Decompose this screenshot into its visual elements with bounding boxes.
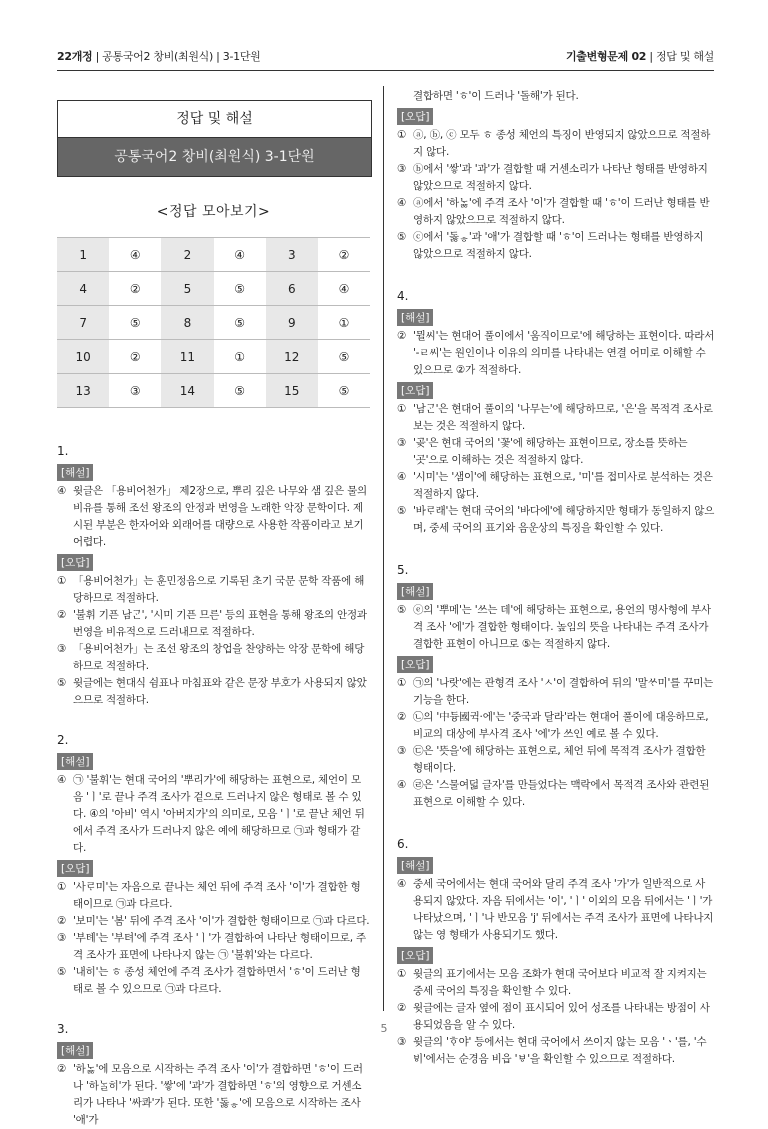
explanation-text: 윗글의 'ᄒᆞ야' 등에서는 현대 국어에서 쓰이지 않는 모음 'ㆍ'를, '수ᄫᅵ'에서는 순경음 비읍 'ㅸ'을 확인할 수 있으므로 적절하다. [413, 1036, 707, 1065]
explanation-item [397, 966, 715, 1000]
choice-marker: ③ [57, 643, 67, 655]
explanation-item [397, 876, 715, 944]
choice-marker: ① [397, 129, 407, 141]
answer-question-number: 10 [57, 340, 109, 374]
answer-row [57, 238, 370, 272]
explanation-item [57, 964, 370, 998]
answer-choice: ⑤ [214, 306, 266, 340]
explanation-text: ㉡의 '中듕國귁·에'는 '중국과 달라'라는 현대어 풀이에 대응하므로, 비교의 대상에 부사격 조사 '에'가 쓰인 예로 볼 수 있다. [413, 711, 709, 740]
answer-choice: ④ [318, 272, 370, 306]
choice-marker: ② [397, 1002, 407, 1014]
choice-marker: ② [397, 330, 407, 342]
choice-marker: ① [397, 968, 407, 980]
explanation-text: ⓐ에서 '하ᄂᆞᆶ'에 주격 조사 '이'가 결합할 때 'ㅎ'이 드러난 형태를 반영하지 않았으므로 적절하지 않다. [413, 197, 710, 226]
odap-tag: [오답] [397, 382, 433, 399]
explanation-item [397, 743, 715, 777]
choice-marker: ⑤ [397, 505, 407, 517]
haeseol-tag: [해설] [397, 857, 433, 874]
answer-choice: ⑤ [214, 272, 266, 306]
choice-marker: ③ [397, 1036, 407, 1048]
title-main: 정답 및 해설 [58, 101, 371, 138]
explanation-item [57, 675, 370, 709]
question-4 [397, 289, 715, 537]
choice-marker: ⑤ [397, 604, 407, 616]
explanation-text: 윗글에는 현대식 쉼표나 마침표와 같은 문장 부호가 사용되지 않았으므로 적절하다. [73, 677, 367, 706]
odap-tag: [오답] [397, 947, 433, 964]
explanation-text: '곶'은 현대 국어의 '꽃'에 해당하는 표현이므로, 장소를 뜻하는 '곳'으로 이해하는 것은 적절하지 않다. [413, 437, 688, 466]
header-section: | 정답 및 해설 [646, 50, 714, 63]
question-1 [57, 444, 370, 709]
explanation-item [57, 772, 370, 857]
explanation-text: ㉠ '불휘'는 현대 국어의 '뿌리가'에 해당하는 표현으로, 체언이 모음 'ㅣ'로 끝나 주격 조사가 겉으로 드러나지 않은 형태로 볼 수 있다. ④의 '아비' 역시 '아버지가'의 의미로, 모음 'ㅣ'로 끝난 체언 뒤에서 주격 조사가 드러나지 않은 예에 해당하므로 ㉠과 형태가 같다. [73, 774, 365, 854]
explanation-text: '시미'는 '샘이'에 해당하는 표현으로, '미'를 접미사로 분석하는 것은 적절하지 않다. [413, 471, 713, 500]
choice-marker: ③ [57, 932, 67, 944]
explanation-item [57, 1061, 370, 1129]
answer-choice: ① [318, 306, 370, 340]
header-subject: | 공통국어2 창비(최원식) | 3-1단원 [92, 50, 261, 63]
answer-question-number: 4 [57, 272, 109, 306]
choice-marker: ⑤ [397, 231, 407, 243]
choice-marker: ③ [397, 745, 407, 757]
explanation-text: '내히'는 ㅎ 종성 체언에 주격 조사가 결합하면서 'ㅎ'이 드러난 형태로 볼 수 있으므로 ㉠과 다르다. [73, 966, 361, 995]
explanation-item [57, 930, 370, 964]
explanation-item [57, 879, 370, 913]
header-rule [57, 70, 714, 71]
explanation-item [397, 777, 715, 811]
answer-question-number: 1 [57, 238, 109, 272]
odap-tag: [오답] [57, 860, 93, 877]
answer-question-number: 15 [266, 374, 318, 408]
explanation-item [397, 602, 715, 653]
explanation-item [397, 709, 715, 743]
question-number: 3. [57, 1022, 69, 1036]
explanation-item [397, 675, 715, 709]
header-left [57, 48, 261, 64]
answer-choice: ⑤ [214, 374, 266, 408]
odap-tag: [오답] [57, 554, 93, 571]
answer-choice: ⑤ [318, 374, 370, 408]
choice-marker: ⑤ [57, 966, 67, 978]
choice-marker: ⑤ [57, 677, 67, 689]
question-number: 2. [57, 733, 69, 747]
explanation-item [397, 401, 715, 435]
answer-choice: ④ [214, 238, 266, 272]
explanation-text: ㉠의 '나랏'에는 관형격 조사 'ㅅ'이 결합하여 뒤의 '말ᄊᆞ미'를 꾸미는 기능을 한다. [413, 677, 714, 706]
haeseol-tag: [해설] [397, 583, 433, 600]
header-grade: 22개정 [57, 50, 93, 63]
explanation-text: '바ᄅᆞ래'는 현대 국어의 '바다에'에 해당하지만 형태가 동일하지 않으며, 중세 국어의 표기와 음운상의 특징을 확인할 수 있다. [413, 505, 715, 534]
header-exam: 기출변형문제 02 [565, 50, 647, 63]
explanation-text: '부톄'는 '부텨'에 주격 조사 'ㅣ'가 결합하여 나타난 형태이므로, 주격 조사가 표면에 나타나지 않는 ㉠ '불휘'와는 다르다. [73, 932, 366, 961]
choice-marker: ④ [57, 774, 67, 786]
answer-question-number: 14 [161, 374, 213, 408]
explanation-text: ⓔ의 '뿌메'는 '쓰는 데'에 해당하는 표현으로, 용언의 명사형에 부사격 조사 '에'가 결합한 형태이다. 높임의 뜻을 나타내는 주격 조사가 결합한 표현이 아니므로 ⑤는 적절하지 않다. [413, 604, 711, 650]
explanation-item [57, 913, 370, 930]
explanation-item [397, 1034, 715, 1068]
explanation-text: 「용비어천가」는 훈민정음으로 기록된 초기 국문 문학 작품에 해당하므로 적절하다. [73, 575, 365, 604]
answer-row [57, 374, 370, 408]
choice-marker: ① [397, 677, 407, 689]
explanation-text: 윗글은 「용비어천가」 제2장으로, 뿌리 깊은 나무와 샘 깊은 물의 비유를 통해 조선 왕조의 안정과 번영을 노래한 악장 문학이다. 제시된 부분은 한자어와 외래어를 대량으로 사용한 작품이라고 보기 어렵다. [73, 485, 367, 548]
explanation-text: ㉢은 '뜻을'에 해당하는 표현으로, 체언 뒤에 목적격 조사가 결합한 형태이다. [413, 745, 706, 774]
explanation-text: '불휘 기픈 남ᄀᆞᆫ', '시미 기픈 므른' 등의 표현을 통해 왕조의 안정과 번영을 비유적으로 드러내므로 적절하다. [73, 609, 367, 638]
choice-marker: ④ [397, 197, 407, 209]
choice-marker: ④ [397, 471, 407, 483]
choice-marker: ② [397, 711, 407, 723]
explanation-item [57, 483, 370, 551]
explanation-item [397, 469, 715, 503]
title-sub: 공통국어2 창비(최원식) 3-1단원 [58, 138, 371, 176]
odap-tag: [오답] [397, 656, 433, 673]
answer-question-number: 5 [161, 272, 213, 306]
answer-choice: ⑤ [109, 306, 161, 340]
explanation-item [397, 328, 715, 379]
explanation-text: '하ᄂᆞᆶ'에 모음으로 시작하는 주격 조사 '이'가 결합하면 'ㅎ'이 드러나 '하ᄂᆞᆯ히'가 된다. '쌓'에 '과'가 결합하면 'ㅎ'의 영향으로 거센소리가 나타나 '싸콰'가 된다. 또한 '돓ᇂ'에 모음으로 시작하는 조사 '애'가 [73, 1063, 363, 1126]
question-2 [57, 733, 370, 998]
explanation-text: ㉣은 '스물여덟 글자'를 만들었다는 맥락에서 목적격 조사와 관련된 표현으로 이해할 수 있다. [413, 779, 710, 808]
choice-marker: ③ [397, 163, 407, 175]
question-5 [397, 563, 715, 811]
answer-choice: ② [318, 238, 370, 272]
answer-question-number: 2 [161, 238, 213, 272]
answer-question-number: 9 [266, 306, 318, 340]
answer-choice: ④ [109, 238, 161, 272]
answer-question-number: 7 [57, 306, 109, 340]
answer-question-number: 3 [266, 238, 318, 272]
choice-marker: ④ [397, 779, 407, 791]
choice-marker: ② [57, 915, 67, 927]
choice-marker: ③ [397, 437, 407, 449]
explanation-item [397, 195, 715, 229]
question-3-odap [397, 105, 715, 263]
column-divider [383, 86, 384, 1011]
title-box [57, 100, 372, 177]
answer-choice: ③ [109, 374, 161, 408]
haeseol-tag: [해설] [57, 464, 93, 481]
answer-choice: ② [109, 340, 161, 374]
explanation-text: 「용비어천가」는 조선 왕조의 창업을 찬양하는 악장 문학에 해당하므로 적절하다. [73, 643, 365, 672]
answer-choice: ② [109, 272, 161, 306]
left-column [57, 100, 370, 1129]
answer-question-number: 8 [161, 306, 213, 340]
explanation-item [397, 435, 715, 469]
answer-question-number: 13 [57, 374, 109, 408]
explanation-item [397, 127, 715, 161]
explanation-text: 윗글에는 글자 옆에 점이 표시되어 있어 성조를 나타내는 방점이 사용되었음을 알 수 있다. [413, 1002, 710, 1031]
question-number: 5. [397, 563, 409, 577]
choice-marker: ① [57, 881, 67, 893]
page-header [0, 0, 768, 70]
answer-row [57, 306, 370, 340]
choice-marker: ② [57, 609, 67, 621]
answer-table [57, 237, 370, 408]
choice-marker: ① [397, 403, 407, 415]
explanation-item [397, 229, 715, 263]
question-3-continued: 결합하면 'ㅎ'이 드러나 '돌해'가 된다. [413, 90, 579, 102]
answer-question-number: 11 [161, 340, 213, 374]
answer-summary-title: <정답 모아보기> [156, 204, 271, 220]
explanation-text: 윗글의 표기에서는 모음 조화가 현대 국어보다 비교적 잘 지켜지는 중세 국어의 특징을 확인할 수 있다. [413, 968, 707, 997]
explanation-item [397, 161, 715, 195]
answer-question-number: 12 [266, 340, 318, 374]
question-3 [57, 1022, 370, 1129]
question-number: 1. [57, 444, 69, 458]
explanation-text: '보미'는 '봄' 뒤에 주격 조사 '이'가 결합한 형태이므로 ㉠과 다르다. [73, 915, 370, 927]
header-right [566, 48, 714, 64]
answer-row [57, 272, 370, 306]
question-number: 6. [397, 837, 409, 851]
explanation-item [57, 573, 370, 607]
right-column [397, 86, 715, 1068]
question-number: 4. [397, 289, 409, 303]
answer-choice: ⑤ [318, 340, 370, 374]
page-number: 5 [380, 1022, 388, 1035]
haeseol-tag: [해설] [397, 309, 433, 326]
answer-choice: ① [214, 340, 266, 374]
choice-marker: ④ [397, 878, 407, 890]
explanation-item [57, 607, 370, 641]
choice-marker: ① [57, 575, 67, 587]
haeseol-tag: [해설] [57, 753, 93, 770]
explanation-text: ⓐ, ⓑ, ⓒ 모두 ㅎ 종성 체언의 특징이 반영되지 않았으므로 적절하지 않다. [413, 129, 711, 158]
explanation-text: '뮐씨'는 현대어 풀이에서 '움직이므로'에 해당하는 표현이다. 따라서 '-ㄹ씨'는 원인이나 이유의 의미를 나타내는 연결 어미로 이해할 수 있으므로 ②가 적절하다. [413, 330, 715, 376]
explanation-text: 중세 국어에서는 현대 국어와 달리 주격 조사 '가'가 일반적으로 사용되지 않았다. 자음 뒤에서는 '이', 'ㅣ' 이외의 모음 뒤에서는 'ㅣ'가 나타났으며, 'ㅣ'나 반모음 'j' 뒤에서는 주격 조사가 표면에 나타나지 않는 영 형태가 사용되기도 했다. [413, 878, 714, 941]
explanation-text: '사ᄅᆞ미'는 자음으로 끝나는 체언 뒤에 주격 조사 '이'가 결합한 형태이므로 ㉠과 다르다. [73, 881, 361, 910]
explanation-text: '남ᄀᆞᆫ'은 현대어 풀이의 '나무는'에 해당하므로, '은'을 목적격 조사로 보는 것은 적절하지 않다. [413, 403, 713, 432]
choice-marker: ② [57, 1063, 67, 1075]
explanation-text: ⓒ에서 '돓ᇂ'과 '애'가 결합할 때 'ㅎ'이 드러나는 형태를 반영하지 않았으므로 적절하지 않다. [413, 231, 704, 260]
choice-marker: ④ [57, 485, 67, 497]
explanation-text: ⓑ에서 '쌓'과 '과'가 결합할 때 거센소리가 나타난 형태를 반영하지 않았으므로 적절하지 않다. [413, 163, 708, 192]
explanation-item [397, 503, 715, 537]
explanation-item [57, 641, 370, 675]
odap-tag: [오답] [397, 108, 433, 125]
answer-row [57, 340, 370, 374]
haeseol-tag: [해설] [57, 1042, 93, 1059]
answer-question-number: 6 [266, 272, 318, 306]
